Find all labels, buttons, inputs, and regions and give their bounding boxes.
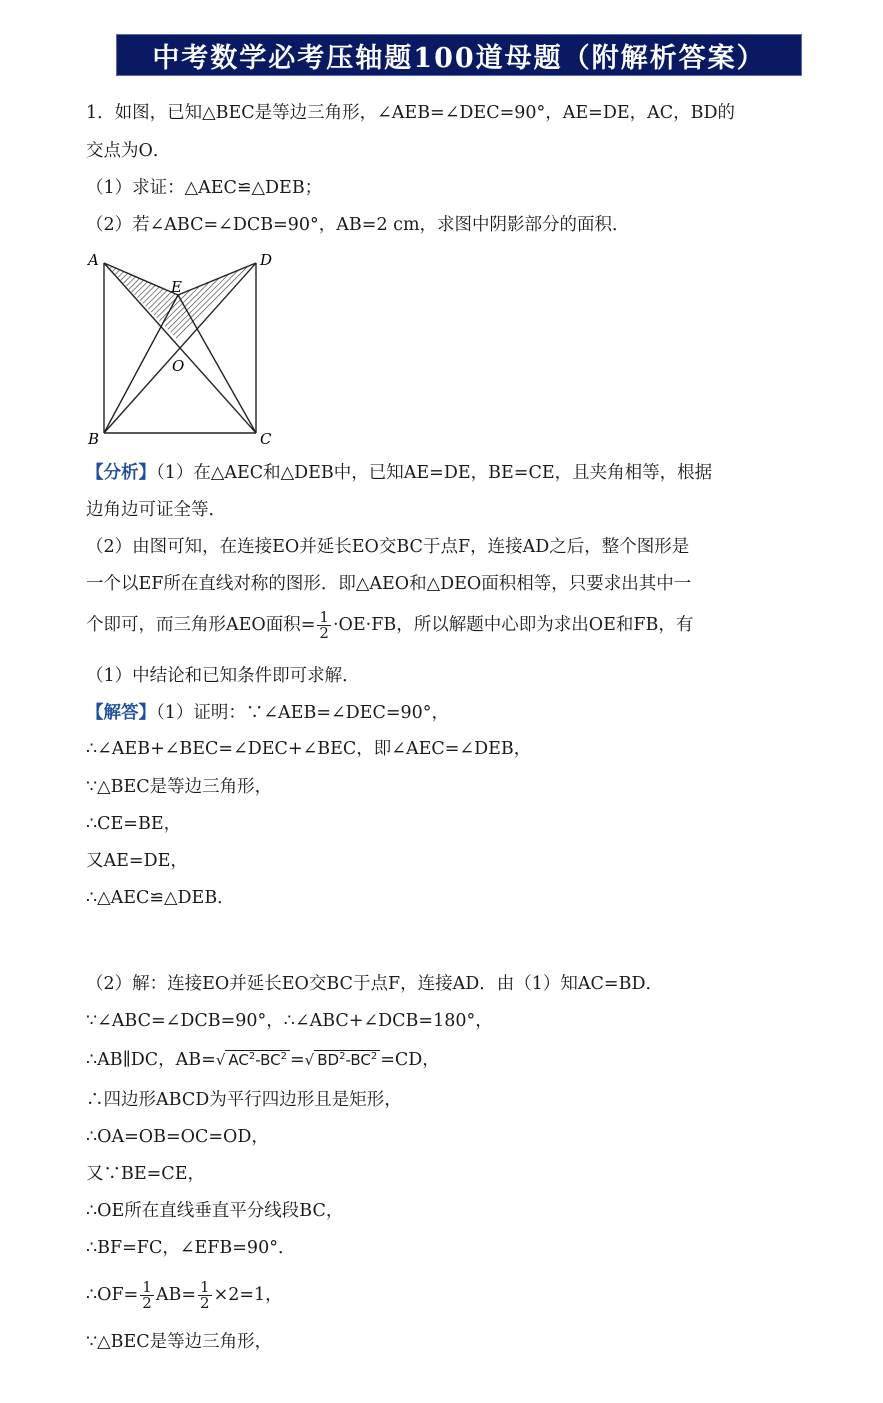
sqrt-ac-bc: √ $AC^2-BC^2$ xyxy=(216,1045,290,1072)
problem-number: 1 xyxy=(86,103,98,123)
analysis-line-6: （1）中结论和已知条件即可求解． xyxy=(86,666,360,686)
analysis-line-3: （2）由图可知，在连接EO并延长EO交BC于点F，连接AD之后，整个图形是 xyxy=(86,537,690,557)
analysis-line-5: 个即可，而三角形AEO面积= $\frac{1}{2}$ ·OE·FB，所以解题中心即为求出OE和FB，有 xyxy=(86,608,694,642)
solution-part2-line-8: ∴BF=FC，∠EFB=90°． xyxy=(86,1238,296,1258)
solution-part2-line-7: ∴OE所在直线垂直平分线段BC， xyxy=(86,1201,344,1221)
label-e: E xyxy=(171,278,182,296)
geometry-figure xyxy=(82,245,282,450)
solution-line-6: ∴△AEC≌△DEB． xyxy=(86,888,235,908)
solution-part2-line-1: （2）解：连接EO并延长EO交BC于点F，连接AD．由（1）知AC=BD． xyxy=(86,974,663,994)
problem-line-1: 1．如图，已知△BEC是等边三角形，∠AEB=∠DEC=90°，AE=DE，AC，BD的 xyxy=(86,103,736,123)
problem-line-2: 交点为O． xyxy=(86,141,171,161)
solution-line-1: 【解答】（1）证明：∵∠AEB=∠DEC=90°， xyxy=(86,703,450,723)
solution-line-3: ∵△BEC是等边三角形， xyxy=(86,777,273,797)
solution-line-2: ∴∠AEB+∠BEC=∠DEC+∠BEC，即∠AEC=∠DEB， xyxy=(86,739,532,759)
sqrt-bd-bc: √ $BD^2-BC^2$ xyxy=(305,1045,381,1072)
fraction-half: $\frac{1}{2}$ xyxy=(142,1278,152,1312)
analysis-line-2: 边角边可证全等． xyxy=(86,500,226,520)
page-title-banner xyxy=(116,34,802,76)
fraction-half: $\frac{1}{2}$ xyxy=(200,1278,210,1312)
solution-part2-line-4: ∴四边形ABCD为平行四边形且是矩形， xyxy=(86,1090,402,1110)
fraction-half: $\frac{1}{2}$ xyxy=(319,608,329,642)
solution-part2-line-5: ∴OA=OB=OC=OD， xyxy=(86,1127,269,1147)
label-c: C xyxy=(260,430,272,448)
analysis-tag: 【分析】 xyxy=(86,463,156,483)
solution-line-4: ∴CE=BE， xyxy=(86,814,182,834)
solution-part2-line-6: 又∵BE=CE， xyxy=(86,1164,205,1184)
solution-part2-line-3: ∴AB∥DC，AB=√ $AC^2-BC^2$ =√ $BD^2-BC^2 =CD$， xyxy=(86,1045,440,1072)
shaded-triangle-deo xyxy=(178,263,256,340)
solution-part2-line-2: ∵∠ABC=∠DCB=90°，∴∠ABC+∠DCB=180°， xyxy=(86,1011,493,1031)
page-title: 中考数学必考压轴题100道母题（附解析答案） xyxy=(152,42,766,74)
problem-part-2: （2）若∠ABC=∠DCB=90°，AB=2 cm，求图中阴影部分的面积． xyxy=(86,215,630,235)
solution-part2-line-9: ∴OF= $\frac{1}{2}$ AB= $\frac{1}{2}$ ×2=1， xyxy=(86,1278,283,1312)
analysis-line-4: 一个以EF所在直线对称的图形．即△AEO和△DEO面积相等，只要求出其中一 xyxy=(86,574,692,594)
problem-part-1: （1）求证：△AEC≌△DEB； xyxy=(86,178,323,198)
label-d: D xyxy=(260,251,273,269)
label-b: B xyxy=(88,430,100,448)
label-a: A xyxy=(88,251,99,269)
solution-tag: 【解答】 xyxy=(86,703,156,723)
analysis-line-1: 【分析】（1）在△AEC和△DEB中，已知AE=DE，BE=CE，且夹角相等，根据 xyxy=(86,463,713,483)
label-o: O xyxy=(172,357,185,375)
solution-line-5: 又AE=DE， xyxy=(86,851,188,871)
solution-part2-line-10: ∵△BEC是等边三角形， xyxy=(86,1332,273,1352)
